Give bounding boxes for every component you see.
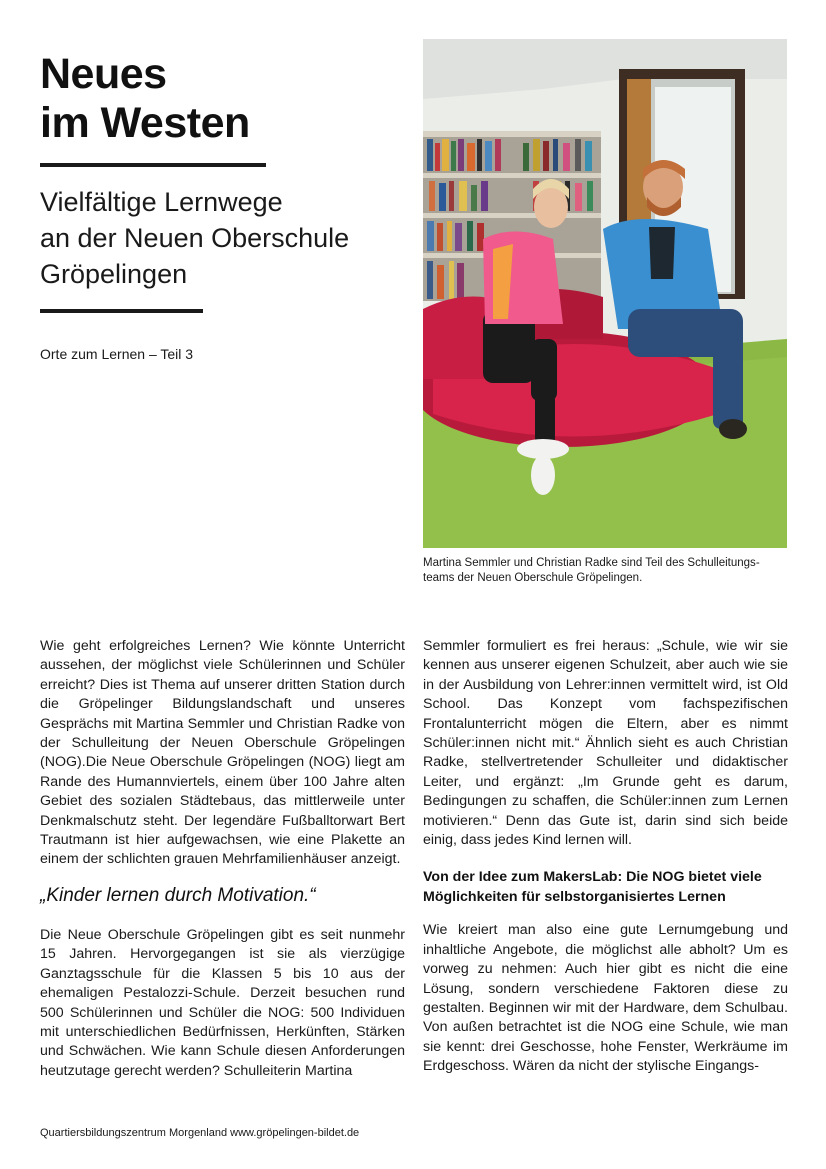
- page-footer: Quartiersbildungszentrum Morgenland www.gröpelingen-bildet.de: [40, 1127, 360, 1139]
- subtitle-line-2: an der Neuen Oberschule: [40, 223, 350, 253]
- paragraph-intro: Wie geht erfolgreiches Lernen? Wie könnte Unterricht aussehen, der möglichst viele Schülerinnen und Schüler erreicht? Dies ist Thema auf unserer dritten Station durch die Gröpelinger Bildungslandschaft und unseres Gesprächs mit Martina Semmler und Christian Radke von der Schulleitung der Neuen Oberschule Gröpelingen (NOG).Die Neue Oberschule Gröpelingen (NOG) liegt am Rande des Humannviertels, einem über 100 Jahre alten Gebiet des sozialen Städtebaus, das mittlerweile unter Denkmalschutz steht. Der legendäre Fußballtorwart Bert Trautmann ist hier aufgewachsen, wie eine Plakette an einem der schlichten grauen Mehrfamilienhäuser anzeigt.: [40, 638, 405, 868]
- article-column-right: [423, 637, 788, 1077]
- subtitle-line-1: Vielfältige Lernwege: [40, 187, 283, 217]
- title-line-1: Neues: [40, 50, 167, 98]
- paragraph-interview: Semmler formuliert es frei heraus: „Schule, wie wir sie kennen aus unserer eigenen Schulzeit, aber auch wie sie in der Ausbildung von Lehrer:innen vermittelt wird, ist Old School. Das Konzept vom fachspezifischen Frontalunterricht mögen die Eltern, aber es nimmt Schüler:innen nicht mit.“ Ähnlich sieht es auch Christian Radke, stellvertretender Schulleiter und didaktischer Leiter, und ergänzt: „Im Grunde geht es darum, Bedingungen zu schaffen, die Schüler:innen zum Lernen motivieren.“ Denn das Gute ist, darin sind sich beide einig, dass jedes Kind lernen will.: [423, 638, 788, 849]
- article-title: [40, 50, 250, 148]
- title-line-2: im Westen: [40, 99, 250, 147]
- article-column-left: [40, 637, 405, 1081]
- series-label: Orte zum Lernen – Teil 3: [40, 346, 194, 362]
- photo-caption: Martina Semmler und Christian Radke sind Teil des Schulleitungsteams der Neuen Oberschule Gröpelingen.: [423, 557, 760, 584]
- subtitle-divider: [40, 309, 203, 313]
- title-divider: [40, 163, 266, 167]
- pull-quote: „Kinder lernen durch Motivation.“: [40, 884, 316, 906]
- article-subtitle: [40, 184, 410, 292]
- paragraph-makerslab: Wie kreiert man also eine gute Lernumgebung und inhaltliche Angebote, die möglichst alle abholt? Um es vorweg zu nehmen: Auch hier gibt es nicht die eine Lösung, sondern verschiedene Faktoren diese zu gestalten. Beginnen wir mit der Hardware, dem Schulbau. Von außen betrachtet ist die NOG eine Schule, wie man sie kennt: drei Geschosse, hohe Fenster, Werkräume im Erdgeschoss. Wären da nicht der stylische Eingangs-: [423, 922, 788, 1075]
- article-photo: [423, 39, 787, 548]
- paragraph-history: Die Neue Oberschule Gröpelingen gibt es seit nunmehr 15 Jahren. Hervorgegangen ist sie als vierzügige Ganztagsschule für die Klassen 5 bis 10 aus der ehemaligen Pestalozzi-Schule. Derzeit besuchen rund 500 Schülerinnen und Schüler die NOG: 500 Individuen mit unterschiedlichen Bedürfnissen, Herkünften, Stärken und Schwächen. Wie kann Schule diesen Anforderungen heutzutage gerecht werden? Schulleiterin Martina: [40, 926, 405, 1079]
- section-heading: Von der Idee zum MakersLab: Die NOG bietet viele Möglichkeiten für selbstorganisiertes Lernen: [423, 869, 762, 905]
- subtitle-line-3: Gröpelingen: [40, 259, 188, 289]
